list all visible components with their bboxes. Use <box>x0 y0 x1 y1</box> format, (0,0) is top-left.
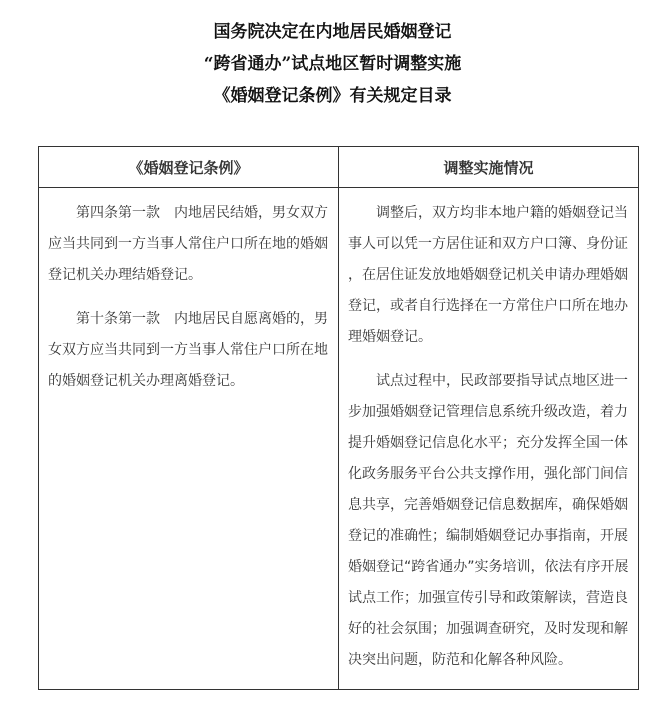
title-line: 《婚姻登记条例》有关规定目录 <box>213 86 452 106</box>
header-adjustment: 调整实施情况 <box>339 147 639 188</box>
title-line: 国务院决定在内地居民婚姻登记 <box>213 22 452 42</box>
adjustment-cell <box>339 188 639 690</box>
paragraph: 第四条第一款 内地居民结婚，男女双方应当共同到一方当事人常住户口所在地的婚姻登记机关办理结婚登记。 <box>48 205 328 283</box>
title-line: “跨省通办”试点地区暂时调整实施 <box>203 54 462 74</box>
regulation-cell <box>39 188 339 690</box>
paragraph: 调整后，双方均非本地户籍的婚姻登记当事人可以凭一方居住证和双方户口簿、身份证，在居住证发放地婚姻登记机关申请办理婚姻登记，或者自行选择在一方常住户口所在地办理婚姻登记。 <box>348 205 628 345</box>
document-title <box>0 16 665 112</box>
paragraph: 试点过程中，民政部要指导试点地区进一步加强婚姻登记管理信息系统升级改造，着力提升婚姻登记信息化水平；充分发挥全国一体化政务服务平台公共支撑作用，强化部门间信息共享，完善婚姻登记信息数据库，确保婚姻登记的准确性；编制婚姻登记办事指南，开展婚姻登记“跨省通办”实务培训，依法有序开展试点工作；加强宣传引导和政策解读，营造良好的社会氛围；加强调查研究，及时发现和解决突出问题，防范和化解各种风险。 <box>348 373 629 668</box>
paragraph: 第十条第一款 内地居民自愿离婚的，男女双方应当共同到一方当事人常住户口所在地的婚姻登记机关办理离婚登记。 <box>48 311 328 389</box>
regulation-table <box>38 146 639 690</box>
header-regulation: 《婚姻登记条例》 <box>39 147 339 188</box>
table-header-row <box>39 147 639 188</box>
table-row <box>39 188 639 690</box>
